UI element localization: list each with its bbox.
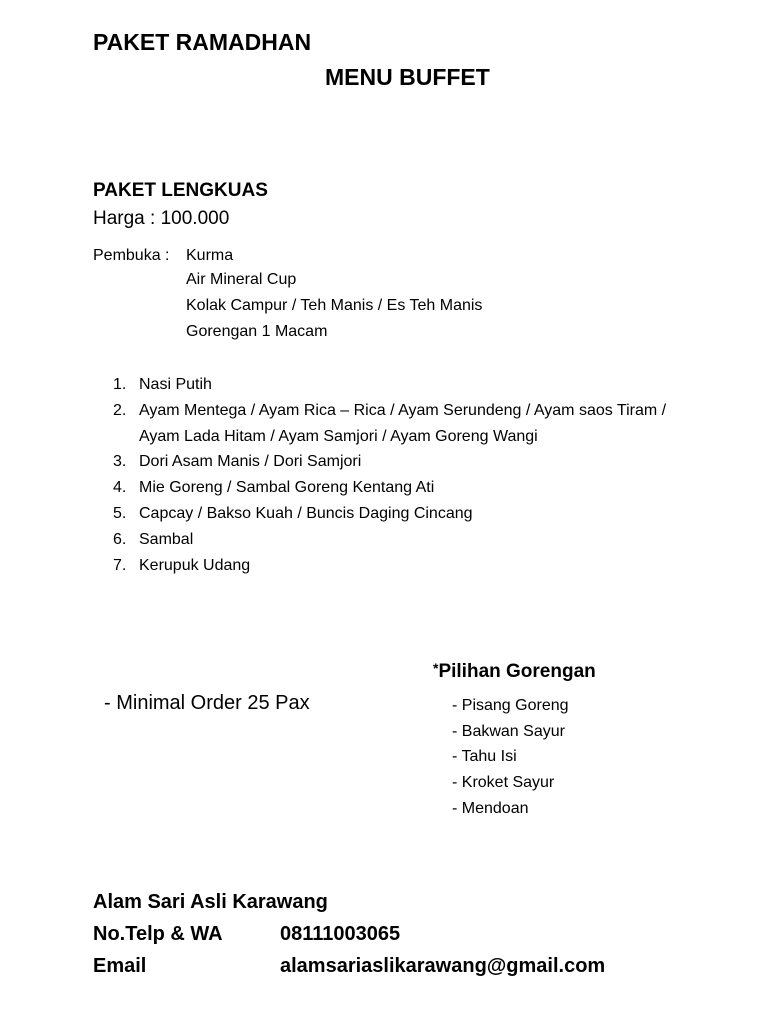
business-name: Alam Sari Asli Karawang — [93, 891, 328, 913]
opener-label: Pembuka : — [93, 247, 170, 264]
menu-item-number: 6. — [113, 530, 127, 548]
menu-item — [113, 398, 666, 450]
menu-item-number: 7. — [113, 556, 127, 574]
menu-item-number: 4. — [113, 479, 127, 497]
menu-item-text: Sambal — [139, 530, 194, 548]
gorengan-item: - Tahu Isi — [452, 748, 517, 765]
gorengan-item: - Bakwan Sayur — [452, 723, 565, 740]
menu-item — [113, 475, 666, 501]
opener-item: Kolak Campur / Teh Manis / Es Teh Manis — [186, 297, 483, 314]
email-label: Email — [93, 955, 147, 977]
title-line-1: PAKET RAMADHAN — [93, 29, 312, 55]
menu-item — [113, 553, 666, 579]
asterisk: * — [433, 660, 439, 676]
gorengan-item: - Pisang Goreng — [452, 697, 569, 714]
package-name: PAKET LENGKUAS — [93, 180, 268, 201]
min-order: - Minimal Order 25 Pax — [104, 692, 310, 714]
phone-number: 08111003065 — [280, 923, 401, 945]
gorengan-title — [433, 660, 596, 683]
menu-item-text: Dori Asam Manis / Dori Samjori — [139, 453, 362, 471]
opener-item: Air Mineral Cup — [186, 271, 297, 288]
menu-list — [113, 372, 666, 578]
menu-item — [113, 372, 666, 398]
menu-item-text: Mie Goreng / Sambal Goreng Kentang Ati — [139, 479, 435, 497]
menu-item-text: Capcay / Bakso Kuah / Buncis Daging Cincang — [139, 504, 473, 522]
package-price: Harga : 100.000 — [93, 208, 230, 229]
gorengan-item: - Kroket Sayur — [452, 774, 555, 791]
menu-item-number: 3. — [113, 453, 127, 471]
menu-item-number: 1. — [113, 376, 127, 393]
menu-item-text: Kerupuk Udang — [139, 556, 251, 574]
menu-item-number: 2. — [113, 401, 127, 419]
opener-item: Kurma — [186, 247, 234, 264]
menu-item-text: Ayam Mentega / Ayam Rica – Rica / Ayam Serundeng / Ayam saos Tiram / — [139, 401, 667, 419]
menu-item-number: 5. — [113, 504, 127, 522]
title-line-2: MENU BUFFET — [325, 64, 490, 90]
phone-label: No.Telp & WA — [93, 923, 223, 945]
email-address: alamsariaslikarawang@gmail.com — [280, 955, 606, 977]
gorengan-item: - Mendoan — [452, 800, 529, 817]
menu-item — [113, 449, 666, 475]
menu-item — [113, 501, 666, 527]
menu-item-text: Ayam Lada Hitam / Ayam Samjori / Ayam Goreng Wangi — [139, 427, 538, 445]
gorengan-title-text: Pilihan Gorengan — [438, 661, 596, 682]
menu-item-text: Nasi Putih — [139, 376, 212, 393]
opener-item: Gorengan 1 Macam — [186, 323, 328, 340]
menu-item — [113, 527, 666, 553]
